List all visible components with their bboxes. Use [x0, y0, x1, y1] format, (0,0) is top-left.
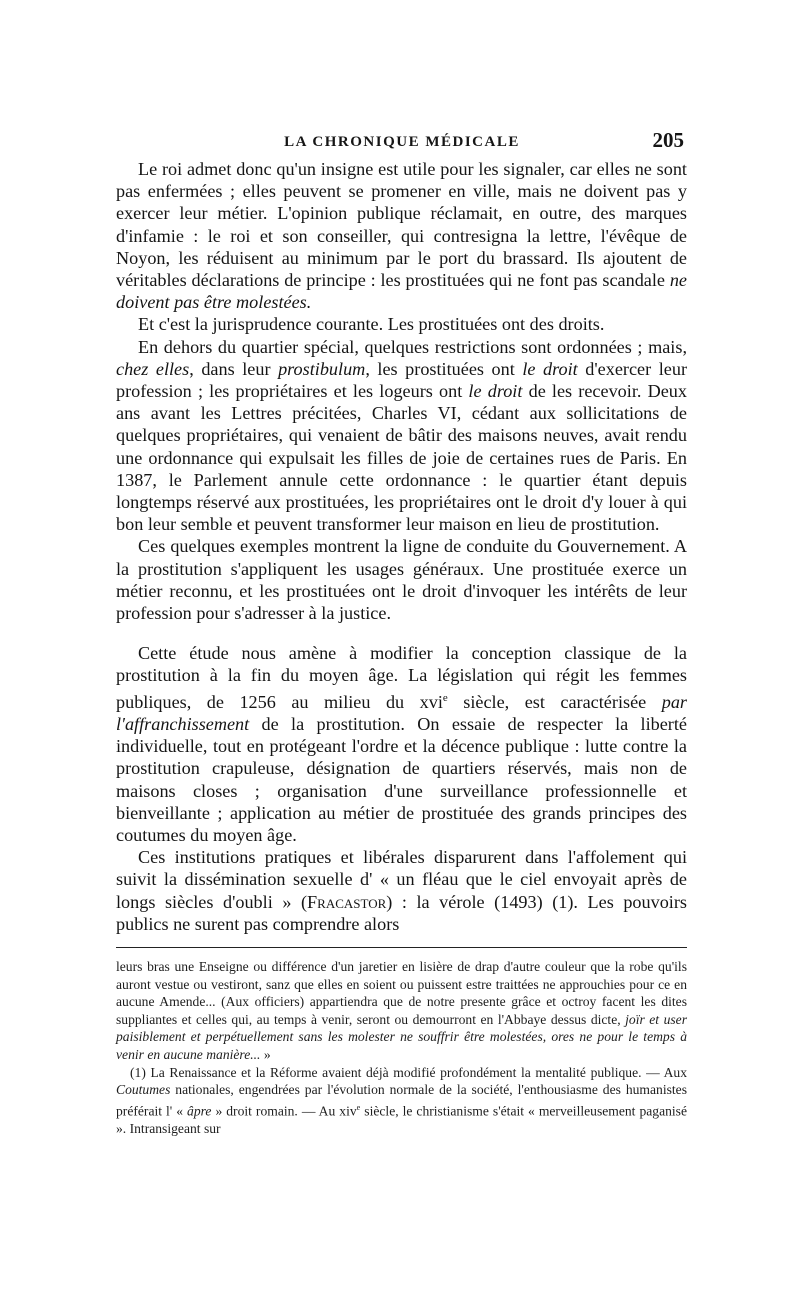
text-run: par l'affranchissement [116, 691, 687, 734]
text-run: » droit romain. — Au xiv [211, 1103, 357, 1119]
text-run: de la prostitution. On essaie de respecter la liberté individuelle, tout en protégeant l'ordre et la décence publique : lutte contre la prostitution crapuleuse, désignation de quartiers réservés, mais non de maisons closes ; organisation d'une surveillance professionnelle et bienveillante ; application au métier de prostituée des grands principes des coutumes du moyen âge. [116, 713, 687, 845]
text-run: Fracastor [307, 891, 387, 912]
text-run: Le roi admet donc qu'un insigne est utile pour les signaler, car elles ne sont pas enfermées ; elles peuvent se promener en ville, mais ne doivent pas y exercer leur métier. L'opinion publique réclamait, en outre, des marques d'infamie : le roi et son conseiller, qui contresigna la lettre, l'évêque de Noyon, les réduisent au minimum par le port du brassard. Ils ajoutent de véritables déclarations de principe : les prostituées qui ne font pas scandale [116, 159, 687, 291]
text-run: joïr et user paisiblement et perpétuellement sans les molester ne souffrir être molestées, ores ne pour le temps à venir en aucune manière... [116, 1011, 687, 1062]
running-title: LA CHRONIQUE MÉDICALE [284, 134, 520, 150]
paragraph [116, 642, 687, 846]
footnote-separator [116, 947, 687, 948]
text-run: siècle, est caractérisée [447, 691, 662, 712]
page-number: 205 [652, 128, 684, 152]
text-run: ne doivent pas être molestées. [116, 270, 687, 313]
text-run: , les prostituées ont [365, 358, 523, 379]
text-run: e [356, 1102, 361, 1112]
text-run: siècle, le christianisme s'était « merveilleusement paganisé ». Intransigeant sur [116, 1103, 688, 1136]
text-run: de les recevoir. Deux ans avant les Lettres précitées, Charles VI, cédant aux sollicitations de quelques propriétaires, qui venaient de bâtir des maisons neuves, avait rendu une ordonnance qui expulsait les filles de joie de certaines rues de Paris. En 1387, le Parlement annule cette ordonnance : le quartier étant depuis longtemps réservé aux prostituées, les propriétaires ont le droit d'y louer à qui bon leur semble et peuvent transformer leur maison en lieu de prostitution. [116, 381, 687, 535]
text-run: d'exercer leur profession ; les propriétaires et les logeurs ont [116, 358, 687, 402]
paragraph [116, 535, 687, 624]
section-break [116, 624, 687, 642]
text-run: e [442, 691, 448, 704]
text-run: prostibulum [278, 358, 366, 379]
text-run: âpre [187, 1103, 212, 1119]
text-run: En dehors du quartier spécial, quelques restrictions sont ordonnées ; mais, [138, 336, 687, 357]
text-run: Coutumes [116, 1082, 171, 1098]
text-run: chez elles [116, 358, 190, 379]
text-run: » [260, 1046, 271, 1062]
text-run: le droit [468, 381, 523, 402]
footnote [116, 958, 687, 1064]
text-run: Ces quelques exemples montrent la ligne de conduite du Gouvernement. A la prostitution s'appliquent les usages généraux. Une prostituée exerce un métier reconnu, et les prostituées ont le droit d'invoquer les intérêts de leur profession pour s'adresser à la justice. [116, 536, 687, 624]
paragraph [116, 336, 687, 536]
text-run: Et c'est la jurisprudence courante. Les prostituées ont des droits. [138, 314, 605, 335]
text-run: (1) La Renaissance et la Réforme avaient déjà modifié profondément la mentalité publique. — Aux [130, 1064, 687, 1080]
paragraph [116, 313, 687, 335]
text-run: le droit [522, 358, 578, 379]
text-run: Cette étude nous amène à modifier la conception classique de la prostitution à la fin du moyen âge. La législation qui régit les femmes publiques, de 1256 au milieu du xvi [116, 643, 687, 712]
paragraph [116, 158, 687, 313]
text-run: nationales, engendrées par l'évolution normale de la société, l'enthousiasme des humanistes préférait l' « [116, 1082, 687, 1119]
text-run: leurs bras une Enseigne ou différence d'un jaretier en lisière de drap d'autre couleur que la robe qu'ils auront vestue ou vestiront, sanz que elles en soient ou puissent estre traittées ne approuchies pour ce en aucune Amende... (Aux officiers) appartiendra que de notre presente grâce et octroy facent les dites suppliantes et celles qui, au temps à venir, seront ou demourront en l'Abbaye dessus dicte, [116, 958, 687, 1027]
text-run: ) : la vérole (1493) (1). Les pouvoirs publics ne surent pas comprendre alors [116, 891, 687, 934]
page-header [118, 128, 686, 158]
footnotes [116, 958, 687, 1137]
paragraph [116, 846, 687, 935]
main-text [116, 158, 687, 1137]
footnote [116, 1064, 687, 1138]
paragraph-list [116, 158, 687, 935]
text-run: , dans leur [189, 358, 279, 379]
text-run: Ces institutions pratiques et libérales disparurent dans l'affolement qui suivit la dissémination sexuelle d' « un fléau que le ciel envoyait après de longs siècles d'oubli » ( [116, 847, 687, 912]
